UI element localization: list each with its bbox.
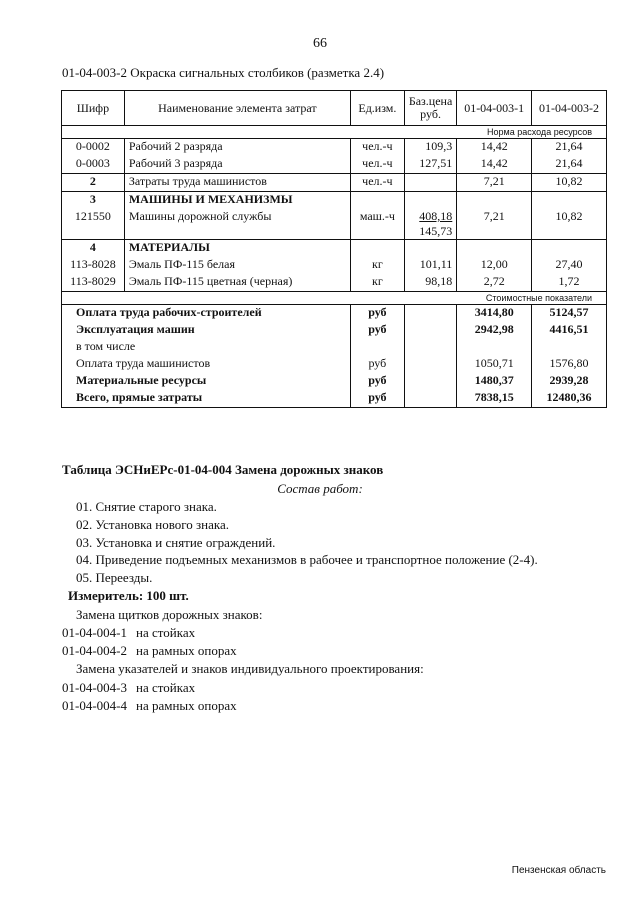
section-name: МАШИНЫ И МЕХАНИЗМЫ: [124, 192, 350, 210]
cost-row: [62, 373, 607, 390]
group-title: Замена указателей и знаков индивидуального проектирования:: [76, 661, 424, 676]
cost-unit: руб: [350, 390, 404, 408]
cost-v1: 1050,71: [457, 356, 532, 373]
row-v1: 7,21: [457, 209, 532, 240]
cost-unit: руб: [350, 322, 404, 339]
row-v2: 1,72: [532, 274, 607, 292]
section-code: 4: [62, 240, 125, 258]
list-item: [62, 680, 195, 696]
cost-note: Стоимостные показатели: [62, 292, 607, 305]
cost-row: [62, 339, 607, 356]
cost-name: Оплата труда машинистов: [62, 356, 351, 373]
table-row: [62, 209, 607, 240]
row-v1: 2,72: [457, 274, 532, 292]
footer-region: Пензенская область: [511, 865, 606, 876]
cost-v1: 3414,80: [457, 305, 532, 323]
row-unit: чел.-ч: [350, 156, 404, 174]
item-text: на стойках: [136, 625, 196, 640]
list-item: [62, 698, 237, 714]
item-text: на стойках: [136, 680, 196, 695]
row-code: 2: [62, 174, 125, 192]
row-v1: 14,42: [457, 156, 532, 174]
row-unit: чел.-ч: [350, 139, 404, 157]
table-row: [62, 274, 607, 292]
cost-v1: 1480,37: [457, 373, 532, 390]
cost-v2: 12480,36: [532, 390, 607, 408]
header-col2: 01-04-003-2: [532, 91, 607, 126]
row-name: Эмаль ПФ-115 цветная (черная): [124, 274, 350, 292]
norm-note-row: [62, 126, 607, 139]
row-name: Рабочий 2 разряда: [124, 139, 350, 157]
row-code: 113-8029: [62, 274, 125, 292]
row-unit: кг: [350, 274, 404, 292]
item-code: 01-04-004-1: [62, 625, 127, 640]
row-v1: 7,21: [457, 174, 532, 192]
item-code: 01-04-004-3: [62, 680, 127, 695]
cost-row: [62, 305, 607, 323]
row-v2: 27,40: [532, 257, 607, 274]
page-number: 66: [313, 36, 327, 51]
item-text: на рамных опорах: [136, 698, 237, 713]
section-code: 3: [62, 192, 125, 210]
cost-name: Материальные ресурсы: [62, 373, 351, 390]
cost-row: [62, 322, 607, 339]
header-col1: 01-04-003-1: [457, 91, 532, 126]
cost-v2: 4416,51: [532, 322, 607, 339]
row-unit: кг: [350, 257, 404, 274]
resource-table: [61, 90, 607, 408]
table-row: [62, 174, 607, 192]
table-caption: 01-04-003-2 Окраска сигнальных столбиков (разметка 2.4): [62, 65, 385, 80]
row-code: 121550: [62, 209, 125, 240]
cost-name: в том числе: [62, 339, 351, 356]
row-price: 127,51: [404, 156, 456, 174]
cost-v1: 2942,98: [457, 322, 532, 339]
row-code: 113-8028: [62, 257, 125, 274]
table-row: [62, 156, 607, 174]
row-unit: чел.-ч: [350, 174, 404, 192]
row-name: Эмаль ПФ-115 белая: [124, 257, 350, 274]
row-v2: 21,64: [532, 156, 607, 174]
cost-v2: 2939,28: [532, 373, 607, 390]
cost-row: [62, 356, 607, 373]
row-price: 101,11: [404, 257, 456, 274]
row-code: 0-0002: [62, 139, 125, 157]
table-header-row: [62, 91, 607, 126]
measure: Измеритель: 100 шт.: [68, 588, 189, 603]
list-item: [62, 643, 237, 659]
item-text: на рамных опорах: [136, 643, 237, 658]
row-name: Машины дорожной службы: [124, 209, 350, 240]
header-name: Наименование элемента затрат: [124, 91, 350, 126]
row-v1: 14,42: [457, 139, 532, 157]
work-item: 01. Снятие старого знака.: [76, 499, 217, 514]
row-v1: 12,00: [457, 257, 532, 274]
work-item: 05. Переезды.: [76, 570, 153, 585]
cost-name: Оплата труда рабочих-строителей: [62, 305, 351, 323]
header-code: Шифр: [62, 91, 125, 126]
list-item: [62, 625, 195, 641]
cost-unit: руб: [350, 305, 404, 323]
item-code: 01-04-004-2: [62, 643, 127, 658]
section-name: МАТЕРИАЛЫ: [124, 240, 350, 258]
row-v2: 21,64: [532, 139, 607, 157]
row-price: [404, 174, 456, 192]
cost-unit: руб: [350, 373, 404, 390]
cost-v2: 5124,57: [532, 305, 607, 323]
section-row: [62, 192, 607, 210]
table-row: [62, 139, 607, 157]
row-price-pair: [404, 209, 456, 240]
cost-v1: 7838,15: [457, 390, 532, 408]
cost-row: [62, 390, 607, 408]
group-title: Замена щитков дорожных знаков:: [76, 607, 263, 622]
row-name: Рабочий 3 разряда: [124, 156, 350, 174]
work-item: 04. Приведение подъемных механизмов в рабочее и транспортное положение (2-4).: [76, 552, 538, 567]
row-unit: маш.-ч: [350, 209, 404, 240]
cost-unit: руб: [350, 356, 404, 373]
cost-v2: 1576,80: [532, 356, 607, 373]
row-price-secondary: 145,73: [419, 224, 453, 238]
header-unit: Ед.изм.: [350, 91, 404, 126]
section-row: [62, 240, 607, 258]
work-item: 02. Установка нового знака.: [76, 517, 230, 532]
item-code: 01-04-004-4: [62, 698, 127, 713]
work-item: 03. Установка и снятие ограждений.: [76, 535, 276, 550]
composition-title: Состав работ:: [277, 481, 363, 496]
row-price: 98,18: [404, 274, 456, 292]
row-price: 109,3: [404, 139, 456, 157]
table-row: [62, 257, 607, 274]
row-code: 0-0003: [62, 156, 125, 174]
cost-name: Всего, прямые затраты: [62, 390, 351, 408]
row-name: Затраты труда машинистов: [124, 174, 350, 192]
section-title: Таблица ЭСНиЕРс-01-04-004 Замена дорожных знаков: [62, 462, 384, 477]
row-v2: 10,82: [532, 209, 607, 240]
row-price: 408,18: [419, 209, 453, 223]
cost-note-row: [62, 292, 607, 305]
row-v2: 10,82: [532, 174, 607, 192]
norm-note: Норма расхода ресурсов: [62, 126, 607, 139]
cost-name: Эксплуатация машин: [62, 322, 351, 339]
header-price: Баз.цена руб.: [404, 91, 456, 126]
